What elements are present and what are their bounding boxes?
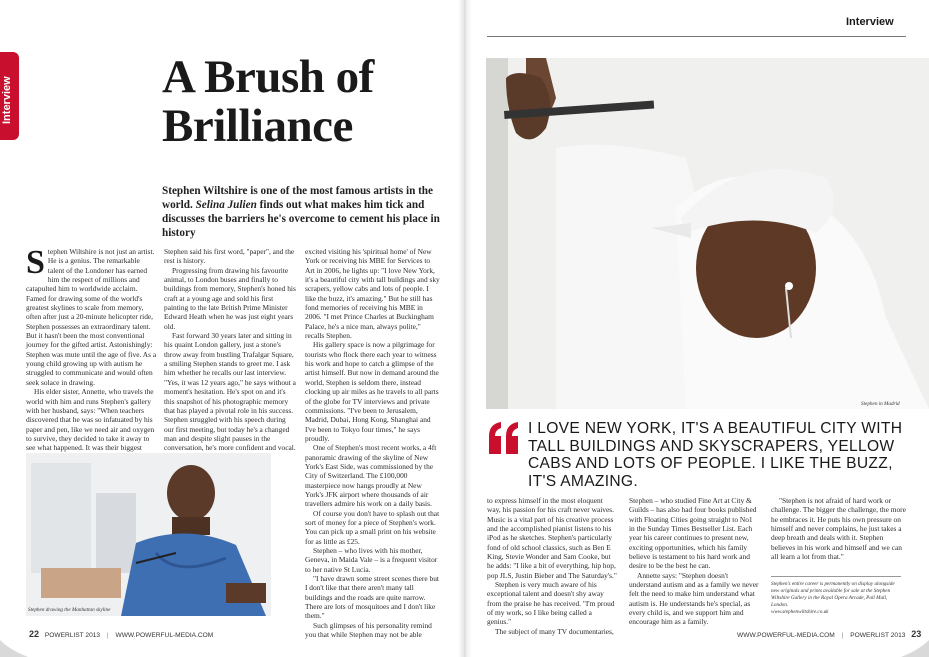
standfirst-lead: Stephen Wiltshire is one of the most famous artists in the world. [162,185,433,211]
paragraph: to express himself in the most eloquent way, his passion for his craft never waives. Music is a vital part of his creative process and the accomplished pianist listens to his iPod as he sketches. Stephen's particularly fond of old school classics, such as Ben E King, Stevie Wonder and Sam Cooke, but he adds: "I like a bit of everything, hip hop, pop JLS, Justin Bieber and The Saturday's." [487,496,617,580]
gallery-info-text: Stephen's entire career is permanently on display alongside new originals and prints available for sale at the Stephen Wiltshire Gallery in the Royal Opera Arcade, Pall Mall, London. [771,581,895,608]
footer-website-left: WWW.POWERFUL-MEDIA.COM [115,632,214,639]
photo-illustration [26,453,271,616]
paragraph: Annette says: "Stephen doesn't understand autism and as a family we never felt the need to make him understand what autism is. He understands he's special, as every child is, and we support him and encourage him as a family. [629,570,759,627]
photo-illustration [486,58,929,409]
paragraph: His gallery space is now a pilgrimage for tourists who flock there each year to witness his work and hope to catch a glimpse of the artist himself. But now in demand around the world, Stephen is seldom there, instead clocking up air miles as he travels to all parts of the globe for TV interviews and private commissions. "I've been to Jerusalem, Madrid, Dubai, Hong Kong, Shanghai and I've been to Tokyo four times," he says proudly. [305,340,439,443]
paragraph: His elder sister, Annette, who travels the world with him and runs Stephen's gallery with her husband, says: "When teachers discovered that he was so infatuated by his paper and pen, like we need air and oxygen to survive, they decided to take it away to see what happened. It was their biggest [26,387,155,453]
paragraph: Stephen – who lives with his mother, Geneva, in Maida Vale – is a frequent visitor to her native St Lucia. [305,546,438,574]
left-footer [25,629,213,639]
footer-divider: | [106,632,109,639]
article-column-6 [771,496,906,561]
photo-artist-portrait [486,58,929,409]
pull-quote: I LOVE NEW YORK, IT'S A BEAUTIFUL CITY WITH TALL BUILDINGS AND SKYSCRAPERS, YELLOW CABS AND LOTS OF PEOPLE. I LIKE THE BUZZ, IT'S AMAZING. [528,420,903,490]
article-column-1 [26,244,157,462]
page-curl-right [901,632,929,657]
photo-caption-left: Stephen drawing the Manhattan skyline [28,607,111,613]
paragraph: One of Stephen's most recent works, a 4ft panoramic drawing of the skyline of New York's East Side, was commissioned by the City of Switzerland. The £100,000 masterpiece now hangs proudly at New York's JFK airport where thousands of air travellers admire his work on a daily basis. [305,443,437,509]
paragraph: excited visiting his 'spiritual home' of New York or receiving his MBE for Services to Art in 2006, he lights up: "I love New York, it's a beautiful city with tall buildings and sky scrapers, yellow cabs and lots of people. I like the buzz, it's amazing." But he still has fond memories of receiving his MBE in 2006. "I met Prince Charles at Buckingham Palace, he's a nice man, always polite," recalls Stephen. [305,247,440,341]
footer-divider: | [841,632,844,639]
section-rule [487,36,906,37]
paragraph: The subject of many TV documentaries, [495,626,614,636]
standfirst-rest: finds out what makes him tick and discusses the barriers he's overcome to cement his place in history [162,199,440,239]
standfirst-author: Selina Julien [195,199,257,211]
paragraph: "I have drawn some street scenes there but I don't like that there aren't many tall buildings and the roads are quite narrow. There are lots of mosquitoes and I don't like them." [305,574,439,621]
quote-mark-icon [487,420,521,454]
paragraph: Stephen – who studied Fine Art at City & Guilds – has also had four books published with Floating Cities going straight to No1 in the Sunday Times Bestseller List. Each year his career continues to present new, exciting opportunities, which his family believe is testament to his hard work and desire to be the best he can. [629,496,757,571]
article-column-5 [629,496,760,627]
photo-caption-right: Stephen in Madrid [861,401,900,407]
page-number-right: 23 [911,629,922,639]
footer-publication-right: POWERLIST 2013 [850,632,906,639]
gallery-website-link[interactable]: www.stephenwiltshire.co.uk [771,609,829,615]
section-tab [0,52,19,140]
footer-publication-left: POWERLIST 2013 [44,632,101,639]
paragraph: Such glimpses of his personality remind you that while Stephen may not be able [305,620,432,640]
standfirst [162,184,447,240]
page-curl-left [0,632,28,657]
footer-website-right: WWW.POWERFUL-MEDIA.COM [737,632,835,639]
paragraph: Stephen is very much aware of his exceptional talent and doesn't shy away from the praise he has received. "I'm proud of my work, so I like being called a genius." [487,580,615,627]
photo-artist-drawing-skyline [26,453,271,616]
headline: A Brush of Brilliance [162,51,374,152]
page-number-left: 22 [29,629,40,639]
paragraph: Progressing from drawing his favourite animal, to London buses and finally to buildings from memory, Stephen's honed his craft at a young age and sold his first painting to the late British Prime Minister Edward Heath when he was just eight years old. [164,265,296,331]
right-footer [737,629,925,639]
drop-cap: S [26,244,45,281]
paragraph: Fast forward 30 years later and sitting in his quaint London gallery, just a stone's throw away from bustling Trafalgar Square, a smiling Stephen stands to greet me. I ask him whether he recalls our last interview. "Yes, it was 12 years ago," he says without a moment's hesitation. He's spot on and it's this snapshot of his photographic memory that has played a pivotal role in his success. Stephen struggled with his speech during our first meeting, but today he's a changed man and despite slight pauses in the conversation, he's more confident and vocal. [164,331,296,453]
paragraph: Stephen said his first word, "paper", and the rest is history. [164,247,295,266]
paragraph: Of course you don't have to splash out that sort of money for a piece of Stephen's work. You can pick up a small print on his website for as little as £25. [305,508,440,546]
article-column-4 [487,496,617,636]
gallery-info-note [771,576,901,616]
article-column-2 [164,247,296,462]
page-fold-shadow [458,0,472,657]
article-column-3 [305,247,440,639]
section-tab-label: Interview [1,76,13,124]
section-header: Interview [846,16,894,28]
paragraph: "Stephen is not afraid of hard work or challenge. The bigger the challenge, the more he embraces it. He puts his own pressure on himself and never complains, he just takes a deep breath and deals with it. Stephen believes in his work and himself and we can all learn a lot from that." [771,496,906,562]
paragraph: Stephen Wiltshire is not just an artist. He is a genius. The remarkable talent of the Londoner has earned him the respect of millions and catapulted him to worldwide acclaim. Famed for drawing some of the world's greatest skylines to scale from memory, often after just a 20-minute helicopter ride, Stephen possesses an extraordinary talent. But it hasn't been the most conventional journey for the gifted artist. Astonishingly: Stephen was mute until the age of five. As a young child growing up with autism he struggled to communicate and would often seek solace in drawing. [26,244,157,387]
